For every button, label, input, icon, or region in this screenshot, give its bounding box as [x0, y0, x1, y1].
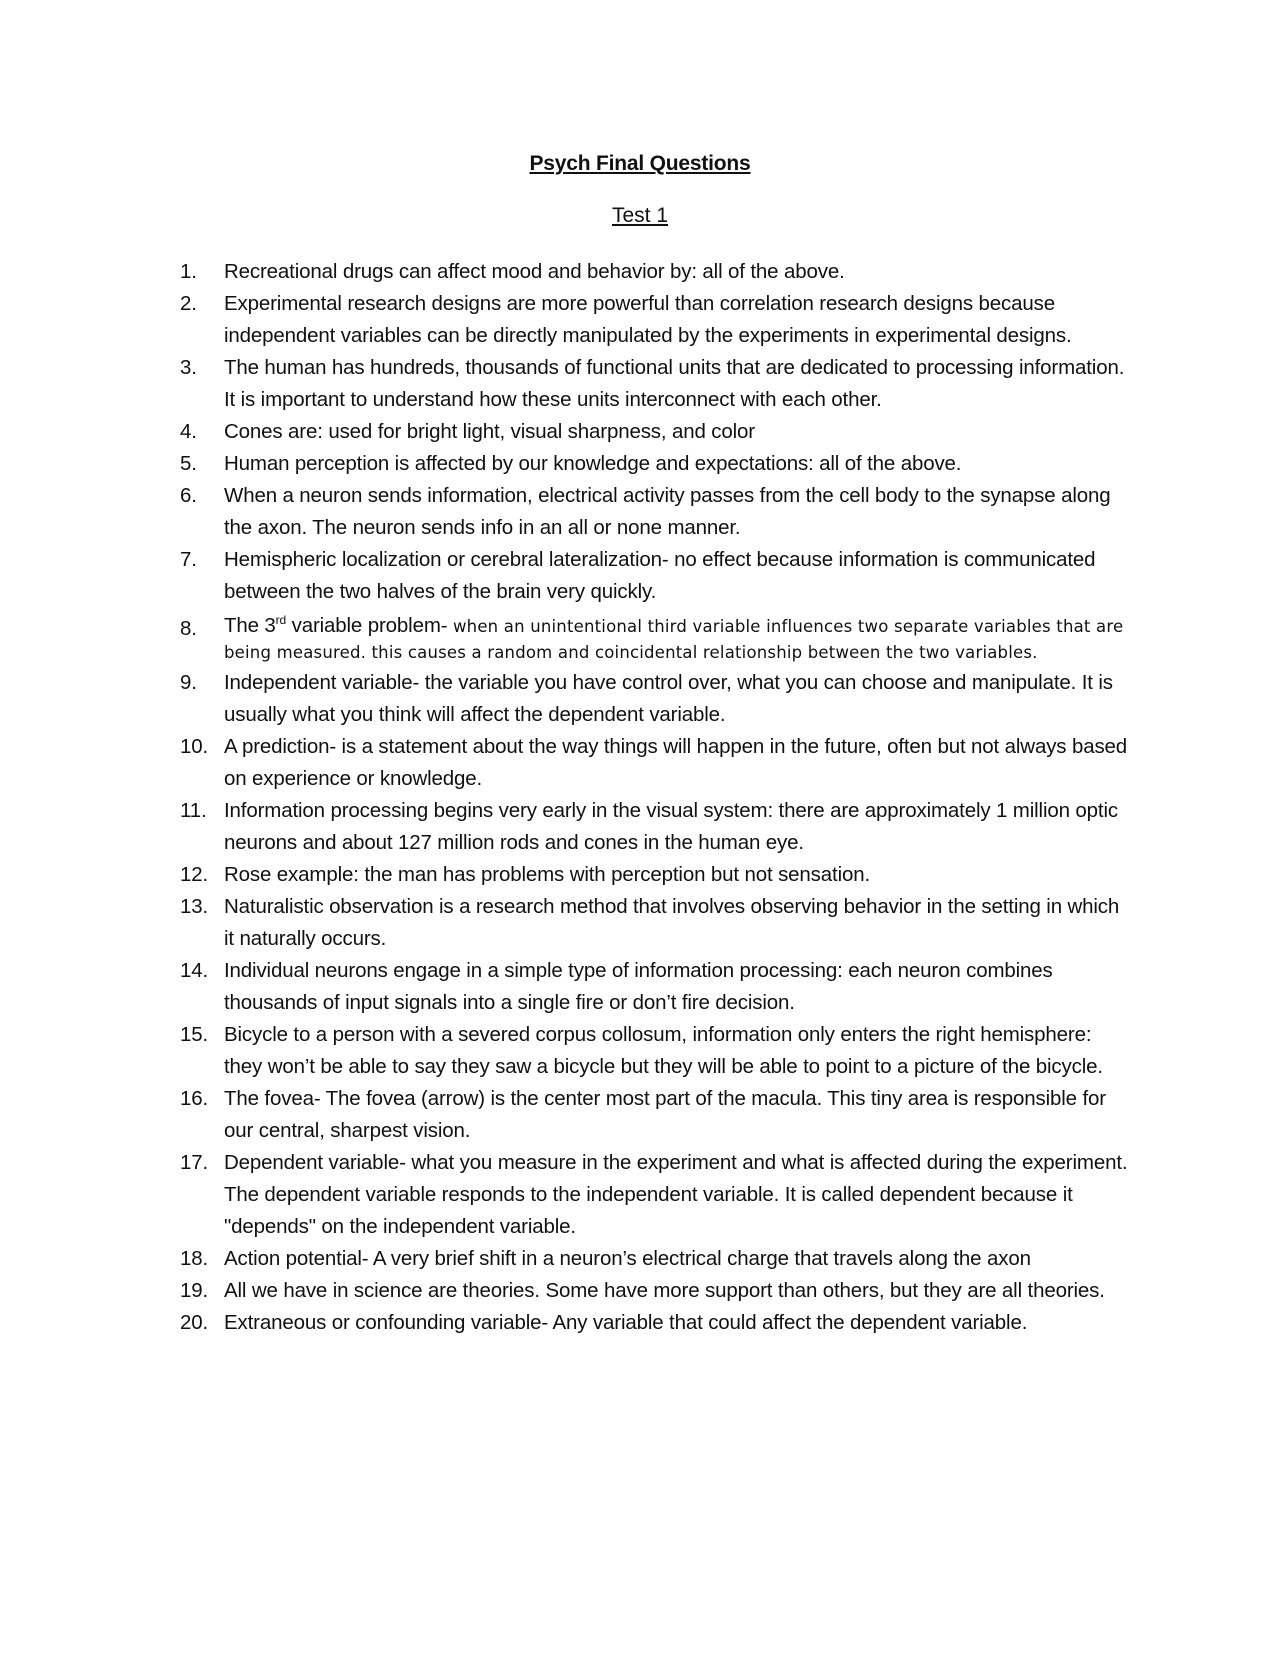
item-text: Bicycle to a person with a severed corpus collosum, information only enters the right hemisphere: they won’t be able to say they saw a bicycle but they will be able to point to a picture of the bicycle.: [224, 1023, 1114, 1078]
item-number: 19.: [180, 1279, 209, 1302]
item-lead-text: The 3: [224, 614, 276, 637]
item-text: Experimental research designs are more powerful than correlation research designs because independent variables can be directly manipulated by the experiments in experimental designs.: [224, 292, 1072, 347]
item-number: 1.: [180, 260, 197, 283]
item-number: 12.: [180, 863, 209, 886]
list-item: [180, 731, 1130, 795]
document-subtitle: Test 1: [611, 204, 669, 227]
item-number: 18.: [180, 1247, 209, 1270]
item-number: 13.: [180, 895, 209, 918]
document-title: Psych Final Questions: [529, 152, 751, 175]
list-item: [180, 955, 1130, 1019]
list-item: [180, 1019, 1130, 1083]
item-text: Individual neurons engage in a simple type of information processing: each neuron combines thousands of input signals into a single fire or don’t fire decision.: [224, 959, 1053, 1014]
list-item: [180, 667, 1130, 731]
list-item: [180, 859, 1130, 891]
list-item: [180, 1147, 1130, 1243]
list-item: [180, 352, 1130, 416]
list-item: [180, 480, 1130, 544]
item-number: 3.: [180, 356, 197, 379]
item-lead-text: variable problem-: [286, 614, 453, 637]
item-text: Hemispheric localization or cerebral lateralization- no effect because information is communicated between the two halves of the brain very quickly.: [224, 548, 1096, 603]
item-text: Recreational drugs can affect mood and behavior by: all of the above.: [224, 260, 845, 283]
list-item: [180, 1243, 1130, 1275]
item-text: when an unintentional third variable influences two separate variables that are being measured. this causes a random and coincidental relationship between the two variables.: [224, 617, 1124, 662]
list-item: [180, 795, 1130, 859]
item-text: The fovea- The fovea (arrow) is the center most part of the macula. This tiny area is responsible for our central, sharpest vision.: [224, 1087, 1106, 1142]
ordinal-suffix: rd: [275, 613, 287, 628]
item-text: Dependent variable- what you measure in the experiment and what is affected during the experiment. The dependent variable responds to the independent variable. It is called dependent because it "depends" on the independent variable.: [224, 1151, 1128, 1238]
list-item: [180, 416, 1130, 448]
list-item: [180, 608, 1130, 667]
item-number: 6.: [180, 484, 197, 507]
item-number: 8.: [180, 617, 197, 640]
item-number: 17.: [180, 1151, 209, 1174]
list-item: [180, 256, 1130, 288]
item-text: All we have in science are theories. Some have more support than others, but they are all theories.: [224, 1279, 1105, 1302]
item-text: Action potential- A very brief shift in a neuron’s electrical charge that travels along the axon: [224, 1247, 1031, 1270]
question-list: [180, 256, 1130, 1339]
item-text: A prediction- is a statement about the way things will happen in the future, often but not always based on experience or knowledge.: [224, 735, 1128, 790]
item-text: The human has hundreds, thousands of functional units that are dedicated to processing information. It is important to understand how these units interconnect with each other.: [224, 356, 1125, 411]
item-number: 5.: [180, 452, 197, 475]
item-number: 10.: [180, 735, 209, 758]
list-item: [180, 891, 1130, 955]
list-item: [180, 1083, 1130, 1147]
item-text: Naturalistic observation is a research method that involves observing behavior in the setting in which it naturally occurs.: [224, 895, 1120, 950]
item-number: 7.: [180, 548, 197, 571]
item-text: Rose example: the man has problems with perception but not sensation.: [224, 863, 871, 886]
list-item: [180, 288, 1130, 352]
item-number: 20.: [180, 1311, 209, 1334]
item-text: Information processing begins very early in the visual system: there are approximately 1 million optic neurons and about 127 million rods and cones in the human eye.: [224, 799, 1118, 854]
list-item: [180, 448, 1130, 480]
item-text: Human perception is affected by our knowledge and expectations: all of the above.: [224, 452, 962, 475]
list-item: [180, 1275, 1130, 1307]
list-item: [180, 1307, 1130, 1339]
list-item: [180, 544, 1130, 608]
item-number: 4.: [180, 420, 197, 443]
item-text: Independent variable- the variable you have control over, what you can choose and manipulate. It is usually what you think will affect the dependent variable.: [224, 671, 1113, 726]
item-number: 2.: [180, 292, 197, 315]
item-text: When a neuron sends information, electrical activity passes from the cell body to the synapse along the axon. The neuron sends info in an all or none manner.: [224, 484, 1111, 539]
item-number: 14.: [180, 959, 209, 982]
item-number: 16.: [180, 1087, 209, 1110]
item-number: 15.: [180, 1023, 209, 1046]
item-text: Extraneous or confounding variable- Any variable that could affect the dependent variable.: [224, 1311, 1028, 1334]
item-text: Cones are: used for bright light, visual sharpness, and color: [224, 420, 755, 443]
item-lead: [224, 614, 453, 637]
item-number: 9.: [180, 671, 197, 694]
item-number: 11.: [180, 799, 207, 822]
